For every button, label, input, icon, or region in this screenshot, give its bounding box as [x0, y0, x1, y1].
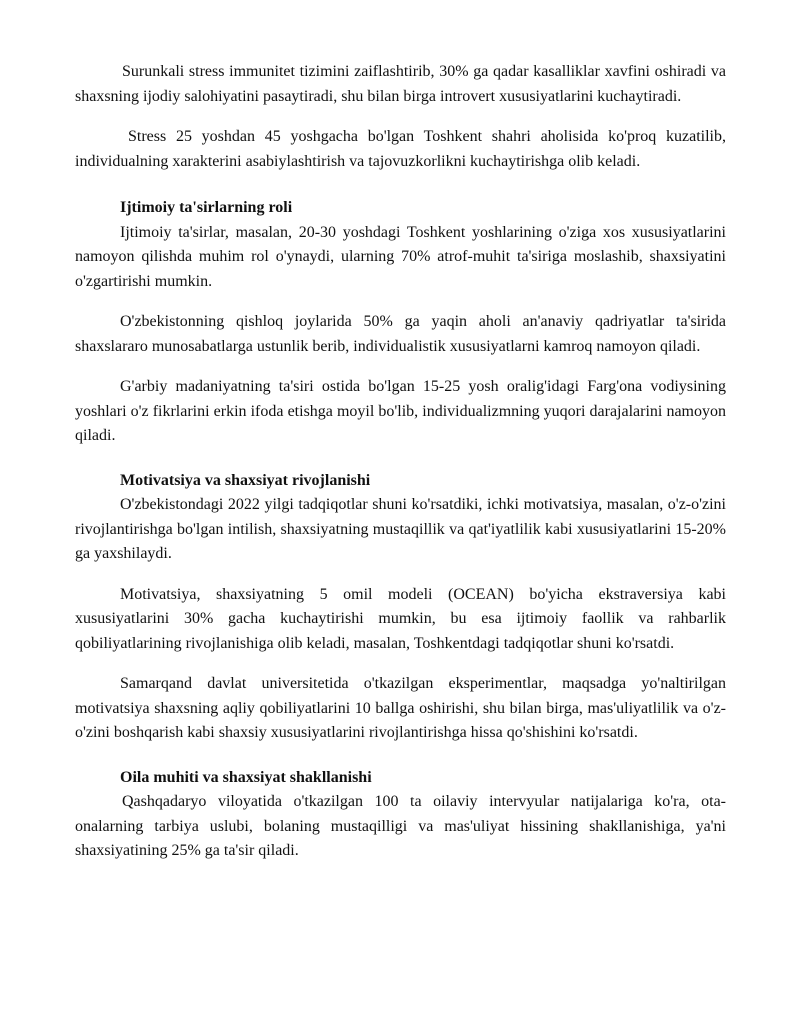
paragraph-rural-values: O'zbekistonning qishloq joylarida 50% ga yaqin aholi an'anaviy qadriyatlar ta'sirida shaxslararo munosabatlarga ustunlik berib, individualistik xususiyatlarni kamroq namoyon qiladi.	[75, 313, 726, 355]
paragraph-samarkand-experiments: Samarqand davlat universitetida o'tkazilgan eksperimentlar, maqsadga yo'naltirilgan motivatsiya shaxsning aqliy qobiliyatlarini 10 ballga oshirishi, shu bilan birga, mas'uliyatlilik va o'z-o'zini boshqarish kabi shaxsiy xususiyatlarini rivojlantirishga hissa qo'shishini ko'rsatdi.	[75, 675, 726, 741]
paragraph-social-influences-youth: Ijtimoiy ta'sirlar, masalan, 20-30 yoshdagi Toshkent yoshlarining o'ziga xos xususiyatlarini namoyon qilishda muhim rol o'ynaydi, ularning 70% atrof-muhit ta'siriga moslashib, shaxsiyatini o'zgartirishi mumkin.	[75, 223, 726, 290]
paragraph-kashkadarya-interviews: Qashqadaryo viloyatida o'tkazilgan 100 ta oilaviy intervyular natijalariga ko'ra, ota-onalarning tarbiya uslubi, bolaning mustaqilligi va mas'uliyat hissining shakllanishiga, ya'ni shaxsiyatining 25% ga ta'sir qiladi.	[75, 793, 726, 859]
paragraph-stress-tashkent: Stress 25 yoshdan 45 yoshgacha bo'lgan Toshkent shahri aholisida ko'proq kuzatilib, individualning xarakterini asabiylashtirish va tajovuzkorlikni kuchaytirishga olib keladi.	[75, 128, 726, 170]
section-motivation	[75, 469, 726, 746]
document-page	[75, 60, 726, 864]
section-social-influences	[75, 196, 726, 449]
section-heading-family-environment: Oila muhiti va shaxsiyat shakllanishi	[120, 768, 372, 786]
paragraph-chronic-stress: Surunkali stress immunitet tizimini zaiflashtirib, 30% ga qadar kasalliklar xavfini oshiradi va shaxsning ijodiy salohiyatini pasaytiradi, shu bilan birga introvert xususiyatlarini kuchaytiradi.	[75, 63, 726, 105]
paragraph-western-culture: G'arbiy madaniyatning ta'siri ostida bo'lgan 15-25 yosh oralig'idagi Farg'ona vodiysining yoshlari o'z fikrlarini erkin ifoda etishga moyil bo'lib, individualizmning yuqori darajalarini namoyon qiladi.	[75, 378, 726, 444]
section-heading-social-influences: Ijtimoiy ta'sirlarning roli	[120, 199, 293, 216]
paragraph-motivation-ocean: Motivatsiya, shaxsiyatning 5 omil modeli (OCEAN) bo'yicha ekstraversiya kabi xususiyatlarini 30% gacha kuchaytirishi mumkin, bu esa ijtimoiy faollik va rahbarlik qobiliyatlarining rivojlanishiga olib keladi, masalan, Toshkentdagi tadqiqotlar shuni ko'rsatdi.	[75, 585, 726, 652]
paragraph-motivation-2022-study: O'zbekistondagi 2022 yilgi tadqiqotlar shuni ko'rsatdiki, ichki motivatsiya, masalan, o'z-o'zini rivojlantirishga bo'lgan intilish, shaxsiyatning mustaqillik va qat'iyatlilik kabi xususiyatlarini 15-20% ga yaxshilaydi.	[75, 496, 726, 562]
section-heading-motivation: Motivatsiya va shaxsiyat rivojlanishi	[120, 471, 371, 489]
section-family-environment	[75, 766, 726, 864]
